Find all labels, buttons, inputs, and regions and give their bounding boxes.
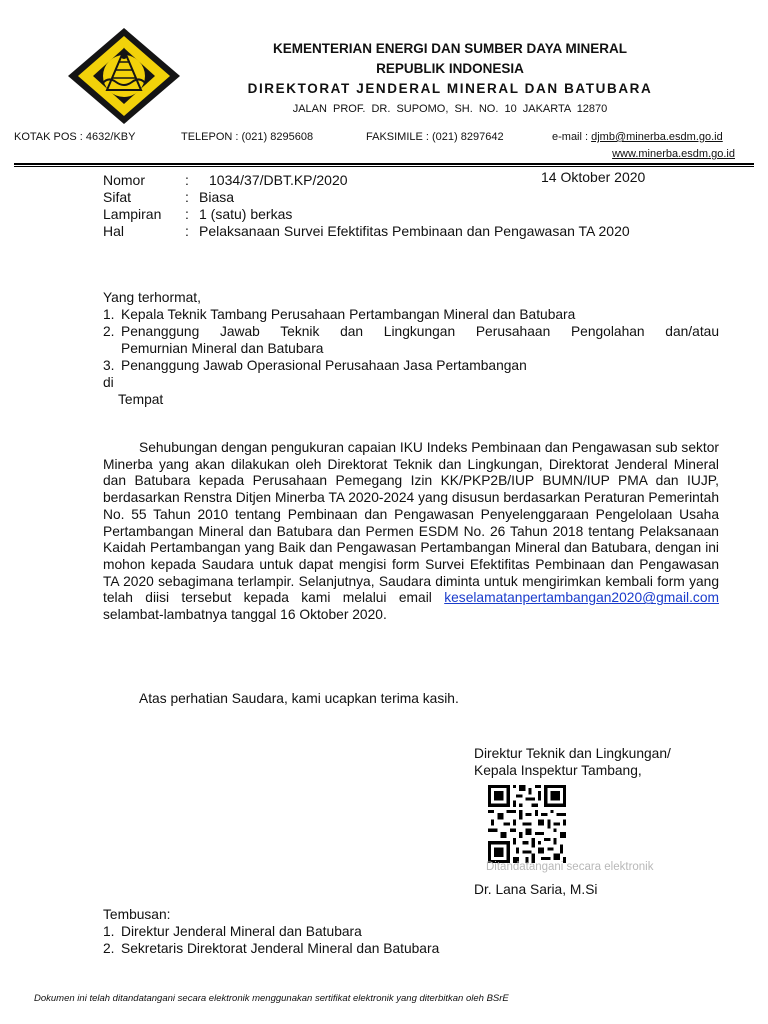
meta-value-nomor: 1034/37/DBT.KP/2020 <box>209 172 348 188</box>
website-link[interactable]: www.minerba.esdm.go.id <box>612 148 735 160</box>
directorate-name: DIREKTORAT JENDERAL MINERAL DAN BATUBARA <box>247 81 653 96</box>
meta-value-sifat: Biasa <box>199 189 235 205</box>
di-label: di <box>103 375 114 390</box>
email-label: e-mail : <box>552 131 589 143</box>
letter-date: 14 Oktober 2020 <box>541 169 646 185</box>
po-box: KOTAK POS : 4632/KBY <box>14 131 136 143</box>
signature-qr-code <box>488 785 566 863</box>
electronic-signature-note: Ditandatangani secara elektronik <box>486 861 654 873</box>
cc-recipient: Sekretaris Direktorat Jenderal Mineral dan Batubara <box>121 941 440 956</box>
meta-colon: : <box>185 189 189 205</box>
meta-label-hal: Hal <box>103 223 125 239</box>
meta-value-hal: Pelaksanaan Survei Efektifitas Pembinaan dan Pengawasan TA 2020 <box>199 223 630 239</box>
recipient-text: Kepala Teknik Tambang Perusahaan Pertambangan Mineral dan Batubara <box>121 307 576 322</box>
tempat-label: Tempat <box>118 392 164 407</box>
esdm-logo <box>66 26 182 126</box>
contact-email-link[interactable]: keselamatanpertambangan2020@gmail.com <box>444 590 719 606</box>
meta-colon: : <box>185 206 189 222</box>
phone-number: TELEPON : (021) 8295608 <box>181 131 314 143</box>
cc-number: 1. <box>103 924 115 939</box>
footer-note: Dokumen ini telah ditandatangani secara elektronik menggunakan sertifikat elektronik yang diterbitkan oleh BSrE <box>34 993 509 1004</box>
meta-value-lampiran: 1 (satu) berkas <box>199 206 293 222</box>
header-rule-thick <box>14 163 754 165</box>
header-rule-thin <box>14 166 754 167</box>
closing-line: Atas perhatian Saudara, kami ucapkan terima kasih. <box>139 691 459 706</box>
meta-label-sifat: Sifat <box>103 189 132 205</box>
body-text-after-link: selambat-lambatnya tanggal 16 Oktober 2020. <box>103 607 387 623</box>
office-address: JALAN PROF. DR. SUPOMO, SH. NO. 10 JAKARTA 12870 <box>292 103 608 115</box>
cc-number: 2. <box>103 941 115 956</box>
fax-number: FAKSIMILE : (021) 8297642 <box>366 131 504 143</box>
recipient-text-continued: Pemurnian Mineral dan Batubara <box>121 341 324 356</box>
recipient-number: 2. <box>103 324 115 339</box>
recipient-text: Penanggung Jawab Teknik dan Lingkungan Perusahaan Pengolahan dan/atau <box>121 324 719 339</box>
signer-title-2: Kepala Inspektur Tambang, <box>474 763 642 778</box>
meta-colon: : <box>185 172 189 188</box>
body-text: Sehubungan dengan pengukuran capaian IKU Indeks Pembinaan dan Pengawasan sub sektor Minerba yang akan dilakukan oleh Direktorat Teknik dan Lingkungan, Direktorat Jenderal Mineral dan Batubara kepada Perusahaan Pemegang Izin KK/PKP2B/IUP BUMN/IUP PMA dan IUJP, berdasarkan Renstra Ditjen Minerba TA 2020-2024 yang disusun berdasarkan Peraturan Pemerintah No. 55 Tahun 2010 tentang Pembinaan dan Pengawasan Penyelenggaraan Pengelolaan Usaha Pertambangan Mineral dan Batubara dan Permen ESDM No. 26 Tahun 2018 tentang Pelaksanaan Kaidah Pertambangan yang Baik dan Pengawasan Pertambangan Mineral dan Batubara, dengan ini mohon kepada Saudara untuk dapat mengisi form Survei Efektifitas Pembinaan dan Pengawasan TA 2020 sebagimana terlampir. Selanjutnya, Saudara diminta untuk mengirimkan kembali form yang telah diisi tersebut kepada kami melalui email <box>103 440 719 606</box>
signer-title-1: Direktur Teknik dan Lingkungan/ <box>474 746 671 761</box>
meta-label-nomor: Nomor <box>103 172 146 188</box>
ministry-name: KEMENTERIAN ENERGI DAN SUMBER DAYA MINERAL <box>272 41 628 56</box>
country-name: REPUBLIK INDONESIA <box>376 61 524 76</box>
cc-title: Tembusan: <box>103 907 171 922</box>
meta-label-lampiran: Lampiran <box>103 206 162 222</box>
salutation: Yang terhormat, <box>103 290 201 305</box>
recipient-text: Penanggung Jawab Operasional Perusahaan Jasa Pertambangan <box>121 358 527 373</box>
body-paragraph <box>103 440 719 624</box>
website-line <box>612 148 735 160</box>
email-contact <box>552 131 723 143</box>
meta-colon: : <box>185 223 189 239</box>
cc-recipient: Direktur Jenderal Mineral dan Batubara <box>121 924 362 939</box>
signer-name: Dr. Lana Saria, M.Si <box>474 882 598 897</box>
email-link[interactable]: djmb@minerba.esdm.go.id <box>591 131 723 143</box>
recipient-number: 3. <box>103 358 115 373</box>
recipient-number: 1. <box>103 307 115 322</box>
